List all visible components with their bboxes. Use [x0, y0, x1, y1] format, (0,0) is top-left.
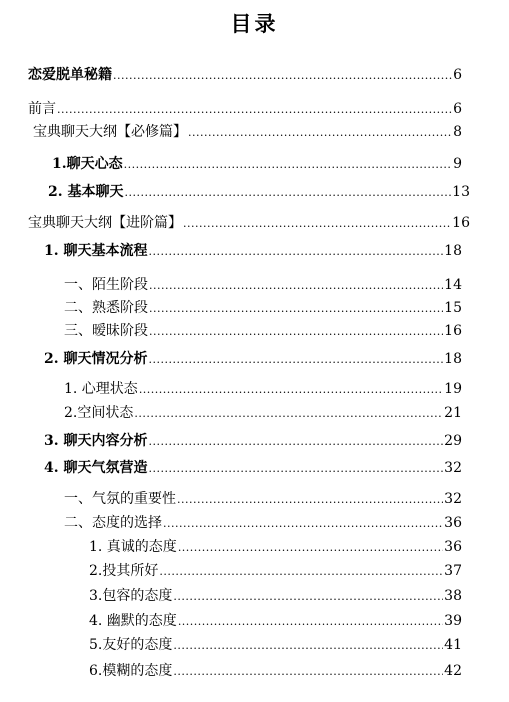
toc-entry-page: 36: [444, 515, 462, 531]
toc-entry-label: 2. 聊天情况分析: [44, 351, 148, 367]
toc-entry-label: 5.友好的态度: [89, 637, 173, 653]
toc-entry[interactable]: [44, 242, 462, 261]
toc-entry-page: 13: [452, 184, 470, 200]
dot-leader: [163, 515, 443, 533]
dot-leader: [149, 460, 444, 478]
toc-entry-label: 一、陌生阶段: [64, 277, 148, 293]
toc-entry-page: 42: [444, 663, 462, 679]
toc-entry-label: 三、暧昧阶段: [64, 323, 148, 339]
toc-entry[interactable]: [52, 155, 462, 174]
toc-entry-page: 14: [444, 277, 462, 293]
toc-entry[interactable]: [28, 100, 462, 119]
toc-entry-page: 6: [453, 67, 462, 83]
dot-leader: [149, 300, 443, 318]
dot-leader: [183, 215, 451, 233]
toc-entry-page: 19: [444, 381, 462, 397]
dot-leader: [149, 277, 443, 295]
toc-entry[interactable]: [28, 214, 470, 233]
dot-leader: [124, 156, 452, 174]
dot-leader: [178, 539, 443, 557]
dot-leader: [113, 67, 452, 85]
page-title: 目录: [230, 12, 279, 36]
toc-entry-page: 32: [444, 460, 462, 476]
toc-entry-page: 41: [444, 637, 462, 653]
toc-entry[interactable]: [89, 538, 462, 557]
toc-entry-label: 6.模糊的态度: [89, 663, 173, 679]
dot-leader: [173, 588, 443, 606]
toc-entry-label: 1.聊天心态: [52, 156, 123, 172]
toc-entry-label: 2.空间状态: [64, 405, 134, 421]
toc-entry[interactable]: [28, 66, 462, 85]
dot-leader: [178, 613, 443, 631]
toc-entry[interactable]: [33, 123, 462, 142]
dot-leader: [149, 433, 444, 451]
dot-leader: [173, 637, 443, 655]
dot-leader: [125, 184, 452, 202]
toc-entry-label: 恋爱脱单秘籍: [28, 67, 112, 83]
toc-entry-page: 38: [444, 588, 462, 604]
toc-entry-label: 3.包容的态度: [89, 588, 173, 604]
dot-leader: [149, 323, 443, 341]
toc-entry-page: 16: [452, 215, 470, 231]
toc-entry-label: 宝典聊天大纲【进阶篇】: [28, 215, 182, 231]
dot-leader: [188, 124, 452, 142]
toc-entry-label: 2. 基本聊天: [48, 184, 124, 200]
toc-entry-label: 二、态度的选择: [64, 515, 162, 531]
dot-leader: [139, 381, 443, 399]
toc-entry[interactable]: [64, 490, 462, 509]
toc-entry[interactable]: [89, 662, 462, 681]
toc-entry[interactable]: [89, 562, 462, 581]
dot-leader: [149, 351, 444, 369]
toc-entry-page: 8: [453, 124, 462, 140]
dot-leader: [57, 101, 452, 119]
toc-entry-label: 1. 聊天基本流程: [44, 243, 148, 259]
toc-entry-label: 4. 聊天气氛营造: [44, 460, 148, 476]
dot-leader: [134, 405, 443, 423]
toc-entry[interactable]: [64, 322, 462, 341]
toc-entry-label: 一、气氛的重要性: [64, 491, 176, 507]
toc-entry-page: 37: [444, 563, 462, 579]
toc-entry-page: 21: [444, 405, 462, 421]
toc-entry[interactable]: [44, 432, 462, 451]
toc-entry-page: 9: [453, 156, 462, 172]
toc-entry-label: 二、熟悉阶段: [64, 300, 148, 316]
toc-entry[interactable]: [89, 636, 462, 655]
toc-entry[interactable]: [64, 276, 462, 295]
toc-entry-label: 前言: [28, 101, 56, 117]
dot-leader: [177, 491, 443, 509]
toc-entry[interactable]: [64, 514, 462, 533]
toc-entry-label: 1. 心理状态: [64, 381, 138, 397]
dot-leader: [173, 663, 443, 681]
toc-entry-page: 32: [444, 491, 462, 507]
dot-leader: [149, 243, 444, 261]
toc-entry[interactable]: [64, 299, 462, 318]
toc-entry-page: 29: [444, 433, 462, 449]
toc-entry-label: 1. 真诚的态度: [89, 539, 177, 555]
toc-entry[interactable]: [48, 183, 470, 202]
toc-entry-label: 宝典聊天大纲【必修篇】: [33, 124, 187, 140]
toc-entry-label: 2.投其所好: [89, 563, 159, 579]
toc-entry-page: 18: [444, 351, 462, 367]
toc-entry-label: 3. 聊天内容分析: [44, 433, 148, 449]
toc-entry-page: 39: [444, 613, 462, 629]
toc-entry-page: 6: [453, 101, 462, 117]
toc-entry-page: 36: [444, 539, 462, 555]
toc-entry[interactable]: [89, 587, 462, 606]
toc-entry-page: 15: [444, 300, 462, 316]
toc-entry-label: 4. 幽默的态度: [89, 613, 177, 629]
toc-entry[interactable]: [44, 459, 462, 478]
toc-entry[interactable]: [89, 612, 462, 631]
toc-entry-page: 16: [444, 323, 462, 339]
toc-entry[interactable]: [64, 380, 462, 399]
dot-leader: [159, 563, 443, 581]
toc-entry[interactable]: [64, 404, 462, 423]
toc-entry-page: 18: [444, 243, 462, 259]
toc-entry[interactable]: [44, 350, 462, 369]
